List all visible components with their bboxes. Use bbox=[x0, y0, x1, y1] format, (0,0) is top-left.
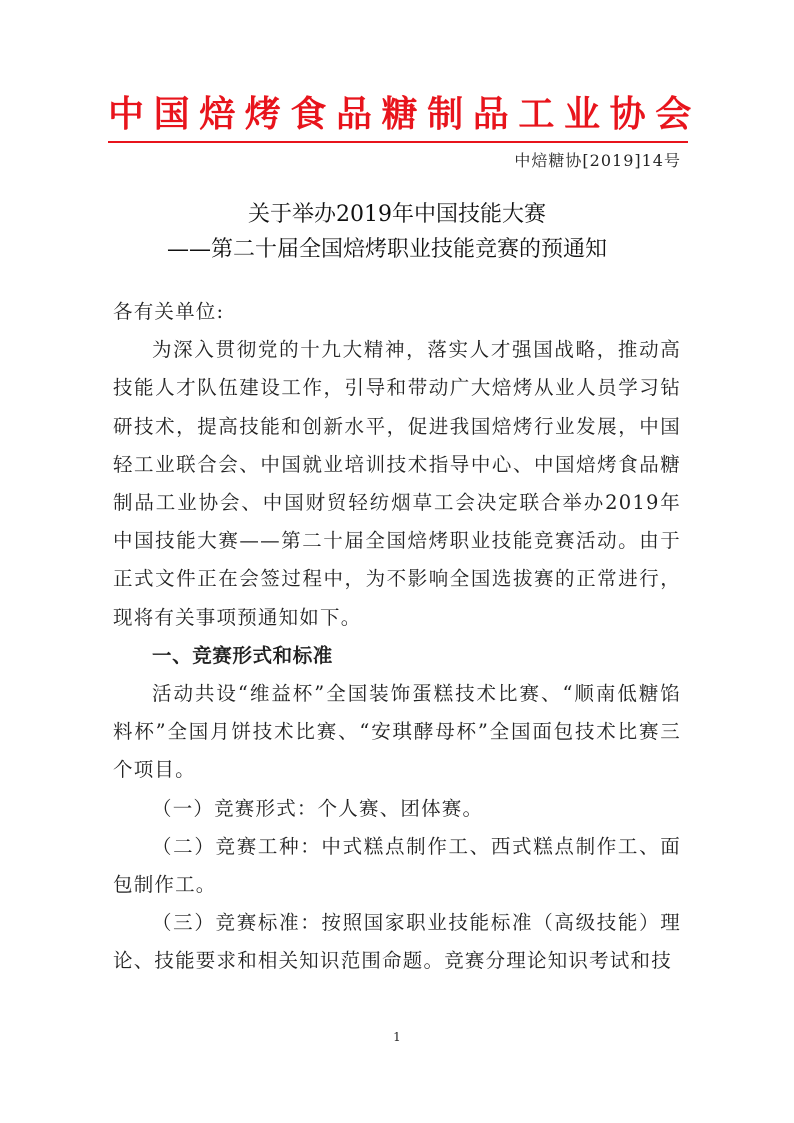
document-title-line-2: ——第二十届全国焙烤职业技能竞赛的预通知 bbox=[166, 237, 607, 262]
salutation: 各有关单位: bbox=[113, 300, 225, 323]
section-1-heading: 一、竞赛形式和标准 bbox=[152, 643, 333, 667]
section-1-item-3: （三）竞赛标准：按照国家职业技能标准（高级技能）理论、技能要求和相关知识范围命题。竞赛分理论知识考试和技 bbox=[113, 911, 681, 973]
letterhead-organization-name: 中国焙烤食品糖制品工业协会 bbox=[108, 94, 701, 135]
intro-paragraph: 为深入贯彻党的十九大精神，落实人才强国战略，推动高技能人才队伍建设工作，引导和带动广大焙烤从业人员学习钻研技术，提高技能和创新水平，促进我国焙烤行业发展，中国轻工业联合会、中国就业培训技术指导中心、中国焙烤食品糖制品工业协会、中国财贸轻纺烟草工会决定联合举办2019年中国技能大赛——第二十届全国焙烤职业技能竞赛活动。由于正式文件正在会签过程中，为不影响全国选拔赛的正常进行，现将有关事项预通知如下。 bbox=[113, 338, 681, 629]
page-number: 1 bbox=[393, 1030, 401, 1044]
section-1-item-1: （一）竞赛形式：个人赛、团体赛。 bbox=[152, 796, 484, 820]
document-number: 中焙糖协[2019]14号 bbox=[514, 151, 681, 170]
document-body bbox=[113, 293, 681, 981]
section-1-intro-paragraph: 活动共设“维益杯”全国装饰蛋糕技术比赛、“顺南低糖馅料杯”全国月饼技术比赛、“安琪酵母杯”全国面包技术比赛三个项目。 bbox=[113, 682, 681, 782]
section-1-item-2: （二）竞赛工种：中式糕点制作工、西式糕点制作工、面包制作工。 bbox=[113, 834, 681, 897]
letterhead-red-rule bbox=[108, 141, 688, 143]
document-title-line-1: 关于举办2019年中国技能大赛 bbox=[248, 202, 546, 227]
